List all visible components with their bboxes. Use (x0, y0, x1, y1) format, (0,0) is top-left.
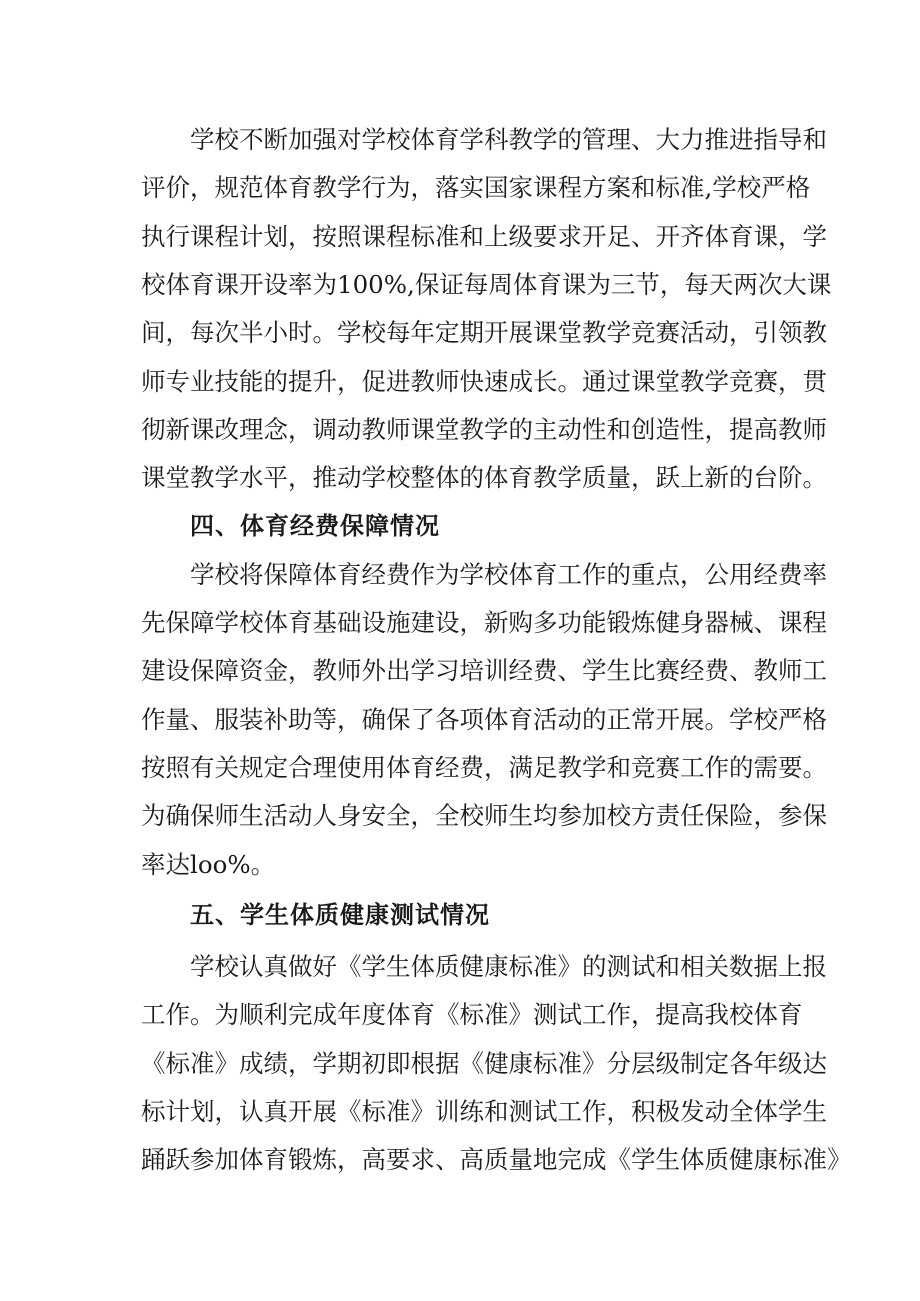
paragraph-3-line-3: 《标准》成绩，学期初即根据《健康标准》分层级制定各年级达 (141, 1049, 827, 1078)
paragraph-2-line-7: 率达loo%。 (141, 850, 276, 879)
paragraph-3-line-5: 踊跃参加体育锻炼，高要求、高质量地完成《学生体质健康标准》 (141, 1145, 852, 1174)
paragraph-1-line-1: 学校不断加强对学校体育学科教学的管理、大力推进指导和 (190, 125, 827, 154)
paragraph-1-line-4: 校体育课开设率为100%,保证每周体育课为三节，每天两次大课 (141, 270, 832, 299)
paragraph-1-line-8: 课堂教学水平，推动学校整体的体育教学质量，跃上新的台阶。 (141, 463, 827, 492)
paragraph-2-line-6: 为确保师生活动人身安全，全校师生均参加校方责任保险，参保 (141, 801, 827, 830)
paragraph-1-line-7: 彻新课改理念，调动教师课堂教学的主动性和创造性，提高教师 (141, 415, 827, 444)
paragraph-2-line-3: 建设保障资金，教师外出学习培训经费、学生比赛经费、教师工 (141, 656, 827, 685)
paragraph-1-line-3: 执行课程计划，按照课程标准和上级要求开足、开齐体育课，学 (141, 222, 827, 251)
section-heading-5: 五、学生体质健康测试情况 (190, 901, 490, 929)
section-heading-4: 四、体育经费保障情况 (190, 512, 440, 540)
paragraph-2-line-2: 先保障学校体育基础设施建设，新购多功能锻炼健身器械、课程 (141, 608, 827, 637)
paragraph-1-line-2: 评价，规范体育教学行为，落实国家课程方案和标准,学校严格 (141, 173, 811, 202)
paragraph-1-line-6: 师专业技能的提升，促进教师快速成长。通过课堂教学竞赛，贯 (141, 367, 827, 396)
paragraph-3-line-4: 标计划，认真开展《标准》训练和测试工作，积极发动全体学生 (141, 1097, 827, 1126)
paragraph-3-line-1: 学校认真做好《学生体质健康标准》的测试和相关数据上报 (190, 952, 827, 981)
paragraph-2-line-5: 按照有关规定合理使用体育经费，满足教学和竞赛工作的需要。 (141, 753, 827, 782)
paragraph-1-line-5: 间，每次半小时。学校每年定期开展课堂教学竞赛活动，引领教 (141, 318, 827, 347)
paragraph-3-line-2: 工作。为顺利完成年度体育《标准》测试工作，提高我校体育 (141, 1000, 803, 1029)
paragraph-2-line-1: 学校将保障体育经费作为学校体育工作的重点，公用经费率 (190, 560, 827, 589)
paragraph-2-line-4: 作量、服装补助等，确保了各项体育活动的正常开展。学校严格 (141, 705, 827, 734)
